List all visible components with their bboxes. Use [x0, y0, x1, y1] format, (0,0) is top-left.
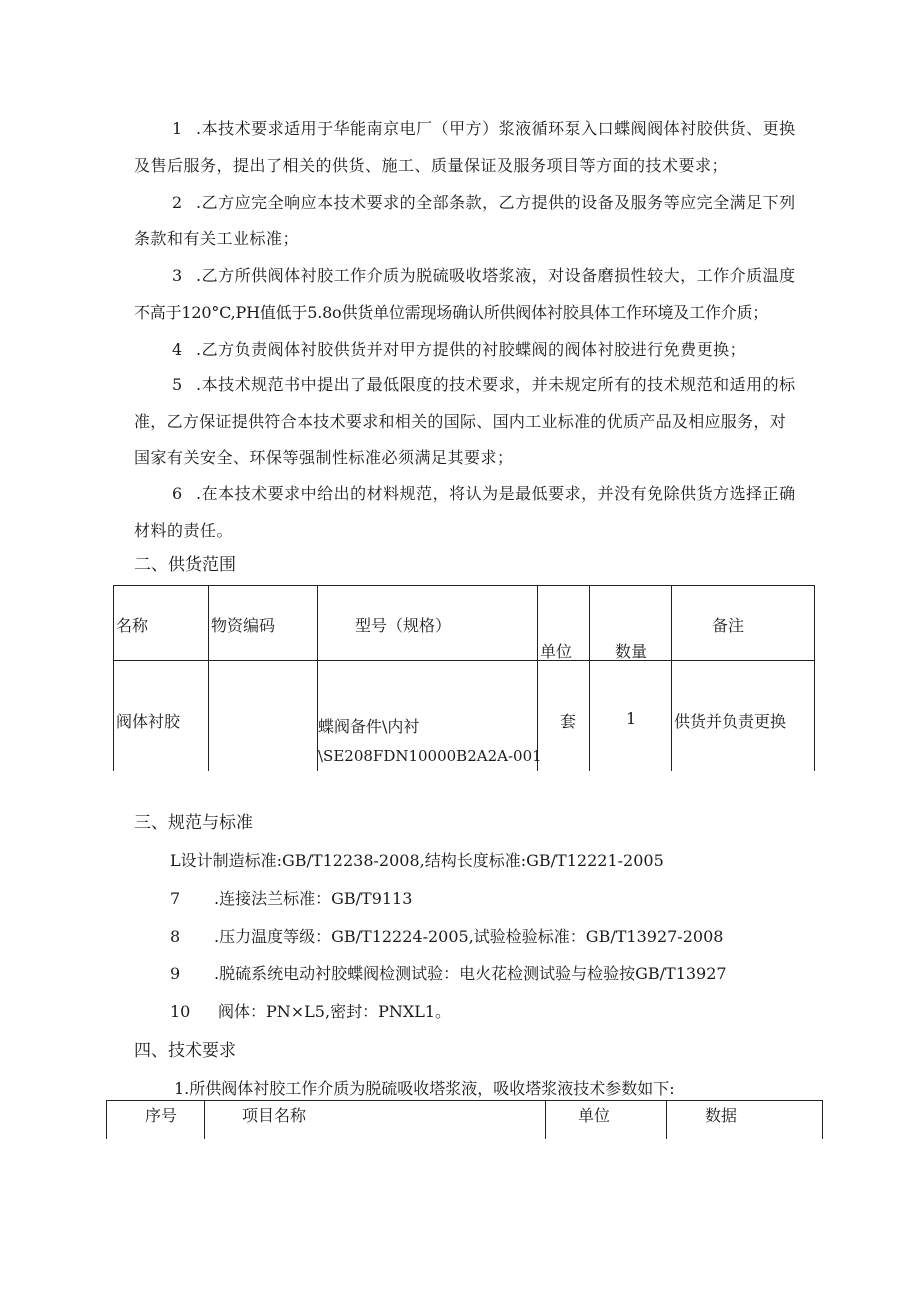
standard-item-3-text: .压力温度等级：GB/T12224-2005,试验检验标准：GB/T13927-2008 — [214, 927, 724, 946]
para-2-line1: .乙方应完全响应本技术要求的全部条款，乙方提供的设备及服务等应完全满足下列 — [196, 193, 796, 212]
para-5-line2: 准，乙方保证提供符合本技术要求和相关的国际、国内工业标准的优质产品及相应服务，对 — [134, 412, 787, 431]
para-3-line2: 不高于120°C,PH值低于5.8o供货单位需现场确认所供阀体衬胶具体工作环境及工作介质； — [134, 303, 769, 322]
para-4-line1: .乙方负责阀体衬胶供货并对甲方提供的衬胶蝶阀的阀体衬胶进行免费更换； — [196, 340, 747, 359]
para-2-num: 2 — [172, 193, 183, 212]
para-5-num: 5 — [172, 375, 183, 394]
section4-heading: 四、技术要求 — [134, 1041, 236, 1061]
header-model: 型号（规格） — [355, 616, 452, 635]
para-1-num: 1 — [172, 119, 183, 138]
row-model-line2: \SE208FDN10000B2A2A-001 — [318, 747, 542, 765]
slurry-table-header-row — [107, 1101, 823, 1139]
header-item: 项目名称 — [242, 1106, 307, 1125]
para-5-line1: .本技术规范书中提出了最低限度的技术要求，并未规定所有的技术规范和适用的标 — [196, 375, 796, 394]
header-qty: 数量 — [615, 642, 648, 661]
slurry-params-table — [106, 1100, 823, 1139]
standard-item-2-text: .连接法兰标准：GB/T9113 — [214, 889, 413, 908]
supply-table-row — [114, 661, 815, 771]
standard-item-4-num: 9 — [170, 964, 181, 983]
para-4-num: 4 — [172, 340, 183, 359]
standard-item-2-num: 7 — [170, 889, 181, 908]
para-6-line2: 材料的责任。 — [134, 521, 234, 540]
section4-intro: 1.所供阀体衬胶工作介质为脱硫吸收塔浆液，吸收塔浆液技术参数如下: — [174, 1079, 675, 1098]
para-3-num: 3 — [172, 266, 183, 285]
row-qty: 1 — [626, 709, 637, 728]
header-seq: 序号 — [145, 1106, 178, 1125]
row-model-line1: 蝶阀备件\内衬 — [318, 717, 420, 736]
header-name: 名称 — [116, 616, 149, 635]
para-5-line3: 国家有关安全、环保等强制性标准必须满足其要求； — [134, 448, 514, 467]
row-name: 阀体衬胶 — [116, 712, 181, 731]
para-3-line1: .乙方所供阀体衬胶工作介质为脱硫吸收塔浆液，对设备磨损性较大，工作介质温度 — [196, 266, 796, 285]
standard-item-5-text: 阀体：PN×L5,密封：PNXL1。 — [218, 1002, 452, 1021]
standard-item-3-num: 8 — [170, 927, 181, 946]
header-unit: 单位 — [578, 1106, 611, 1125]
supply-table — [113, 585, 815, 771]
para-6-num: 6 — [172, 484, 183, 503]
standard-item-4-text: .脱硫系统电动衬胶蝶阀检测试验：电火花检测试验与检验按GB/T13927 — [214, 964, 727, 983]
supply-table-header-row — [114, 586, 815, 661]
header-note: 备注 — [712, 616, 745, 635]
para-6-line1: .在本技术要求中给出的材料规范，将认为是最低要求，并没有免除供货方选择正确 — [196, 484, 796, 503]
para-2-line2: 条款和有关工业标准； — [134, 229, 300, 248]
section3-heading: 三、规范与标准 — [134, 813, 253, 833]
section2-heading: 二、供货范围 — [134, 555, 236, 575]
standard-item-5-num: 10 — [170, 1002, 191, 1021]
row-unit: 套 — [560, 712, 577, 731]
header-unit: 单位 — [540, 642, 573, 661]
standard-item-1: L设计制造标准:GB/T12238-2008,结构长度标准:GB/T12221-2005 — [170, 851, 664, 870]
header-data: 数据 — [705, 1106, 738, 1125]
para-1-line1: .本技术要求适用于华能南京电厂（甲方）浆液循环泵入口蝶阀阀体衬胶供货、更换 — [196, 119, 796, 138]
row-note: 供货并负责更换 — [674, 712, 787, 731]
header-code: 物资编码 — [211, 616, 276, 635]
para-1-line2: 及售后服务，提出了相关的供货、施工、质量保证及服务项目等方面的技术要求； — [134, 156, 729, 175]
